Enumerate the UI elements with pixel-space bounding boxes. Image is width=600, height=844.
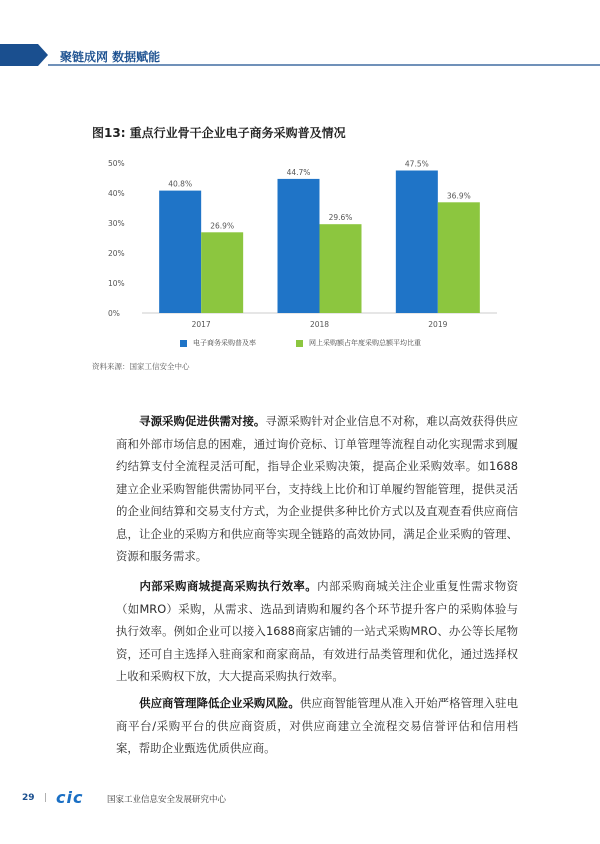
y-tick-label: 40% — [108, 189, 125, 198]
legend-label-1: 电子商务采购普及率 — [193, 339, 256, 347]
x-tick-label: 2017 — [191, 320, 211, 329]
paragraph-sourcing — [116, 410, 518, 568]
paragraph-internal-mall — [116, 575, 518, 688]
y-tick-label: 20% — [108, 249, 125, 258]
legend-swatch-blue — [180, 340, 187, 347]
data-label: 44.7% — [286, 167, 311, 177]
figure-title: 图13: 重点行业骨干企业电子商务采购普及情况 — [92, 126, 346, 140]
data-label: 36.9% — [446, 191, 471, 201]
data-label: 26.9% — [210, 221, 235, 231]
paragraph-text: 供应商智能管理从准入开始严格管理入驻电商平台/采购平台的供应商资质，对供应商建立全流程交易信誉评估和信用档案，帮助企业甄选优质供应商。 — [116, 696, 518, 755]
legend-item-series-1 — [180, 338, 256, 348]
paragraph-supplier-management — [116, 692, 518, 760]
x-tick-label: 2019 — [428, 320, 448, 329]
chart-legend — [180, 338, 421, 348]
bar-chart — [92, 150, 512, 335]
bar — [396, 171, 438, 314]
y-tick-label: 10% — [108, 279, 125, 288]
paragraph-text: 寻源采购针对企业信息不对称，难以高效获得供应商和外部市场信息的困难，通过询价竞标、订单管理等流程自动化实现需求到履约结算支付全流程灵活可配，指导企业采购决策，提高企业采购效率。如1688建立企业采购智能供需协同平台，支持线上比价和订单履约智能管理，提供灵活的企业间结算和交易支付方式，为企业提供多种比价方式以及直观查看供应商信息，让企业的采购方和供应商等实现全链路的高效协同，满足企业采购的管理、资源和服务需求。 — [116, 414, 518, 563]
header-title: 聚链成网 数据赋能 — [60, 50, 161, 64]
paragraph-text: 内部采购商城关注企业重复性需求物资（如MRO）采购，从需求、选品到请购和履约各个环节提升客户的采购体验与执行效率。例如企业可以接入1688商家店铺的一站式采购MRO、办公等长尾物资，还可自主选择入驻商家和商家商品，有效进行品类管理和优化，通过选择权上收和采购权下放，大大提高采购执行效率。 — [116, 579, 518, 683]
footer-org-name: 国家工业信息安全发展研究中心 — [107, 795, 227, 805]
x-tick-label: 2018 — [309, 320, 330, 329]
legend-label-2: 网上采购额占年度采购总额平均比重 — [309, 339, 421, 347]
figure-source: 资料来源：国家工信安全中心 — [92, 362, 190, 371]
page-number: 29 — [22, 793, 35, 803]
data-label: 40.8% — [168, 179, 193, 189]
bar — [159, 191, 201, 313]
footer-separator: | — [44, 793, 48, 803]
paragraph-lead: 供应商管理降低企业采购风险。 — [139, 696, 300, 710]
svg-text:cic: cic — [56, 789, 84, 805]
data-label: 47.5% — [404, 159, 429, 169]
y-tick-label: 30% — [108, 219, 125, 228]
legend-item-series-2 — [296, 338, 421, 348]
bar — [320, 224, 362, 313]
y-tick-label: 0% — [108, 309, 120, 318]
cic-logo — [56, 789, 102, 805]
bar — [201, 232, 243, 313]
y-tick-label: 50% — [108, 159, 125, 168]
bar — [438, 202, 480, 313]
data-label: 29.6% — [328, 213, 353, 223]
legend-swatch-green — [296, 340, 303, 347]
paragraph-lead: 寻源采购促进供需对接。 — [139, 414, 266, 428]
bar — [278, 179, 320, 313]
paragraph-lead: 内部采购商城提高采购执行效率。 — [139, 579, 318, 593]
